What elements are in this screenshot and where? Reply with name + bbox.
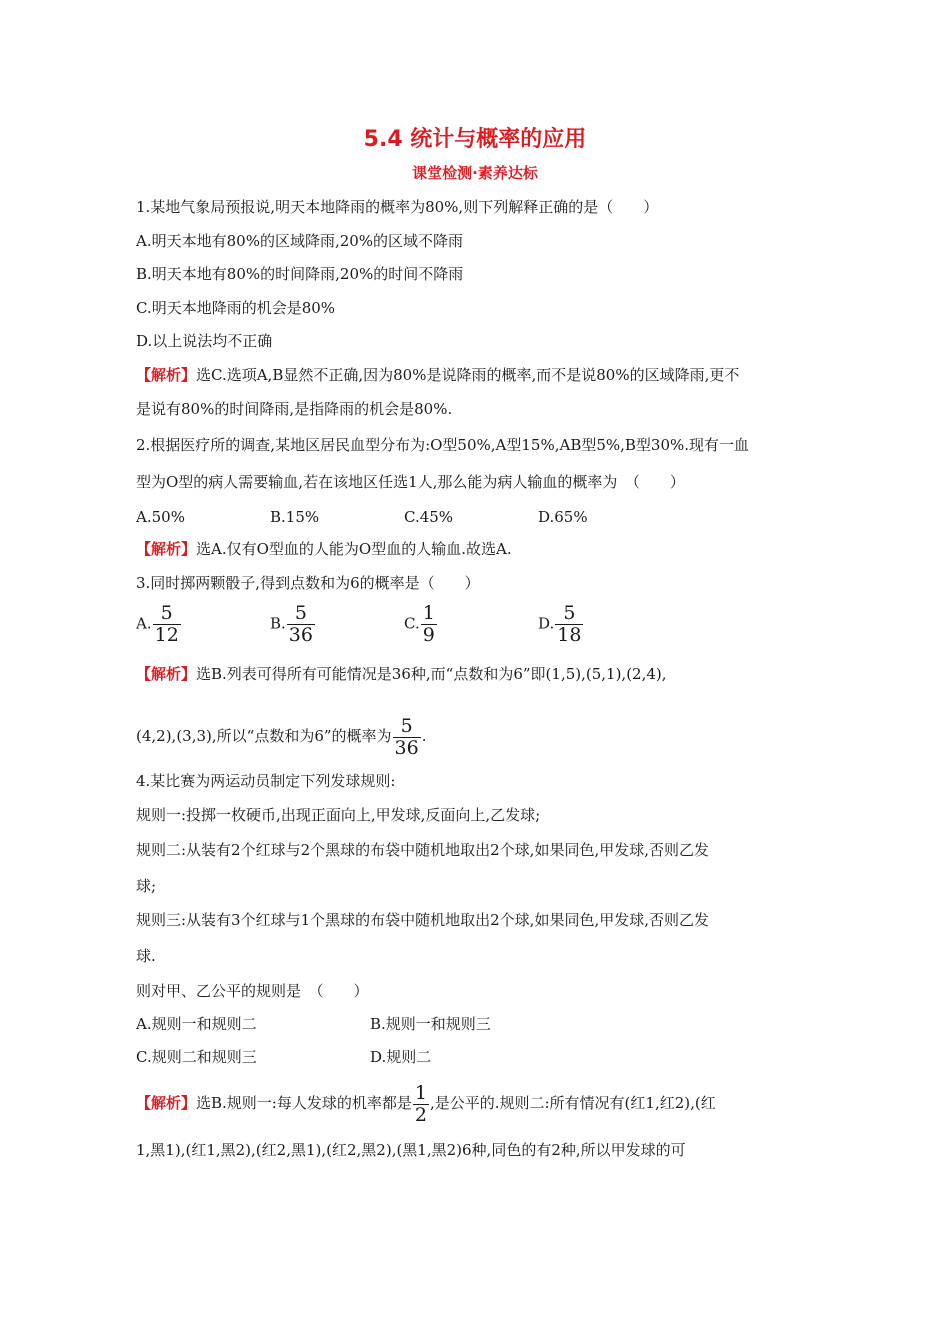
q4-rule2-line2: 球; [136,877,157,895]
q3-option-b [270,603,316,646]
analysis-tag: 【解析】 [136,366,197,384]
q1-stem: 1.某地气象局预报说,明天本地降雨的概率为80%,则下列解释正确的是（ ） [136,198,659,216]
page-title: 5.4 统计与概率的应用 [363,127,587,152]
fraction [421,603,437,646]
q1-analysis-line1 [136,365,739,385]
analysis-tag: 【解析】 [136,540,197,558]
q2-analysis-line [136,539,512,559]
q4-stem: 4.某比赛为两运动员制定下列发球规则: [136,772,396,790]
numerator: 5 [294,602,307,624]
q4-option-d: D.规则二 [370,1048,432,1066]
q4-rule3-line1: 规则三:从装有3个红球与1个黑球的布袋中随机地取出2个球,如果同色,甲发球,否则乙发 [136,911,709,929]
q4-option-a: A.规则一和规则二 [136,1015,257,1033]
q3-analysis-text: (4,2),(3,3),所以“点数和为6”的概率为 [136,727,392,745]
q2-option-d: D.65% [538,508,588,526]
q1-option-c: C.明天本地降雨的机会是80% [136,299,336,317]
q1-analysis-text: 选C.选项A,B显然不正确,因为80%是说降雨的概率,而不是说80%的区域降雨,更不 [196,366,740,384]
q3-option-a [136,603,182,646]
analysis-tag: 【解析】 [136,665,197,683]
q1-option-b: B.明天本地有80%的时间降雨,20%的时间不降雨 [136,265,464,283]
q3-stem: 3.同时掷两颗骰子,得到点数和为6的概率是（ ） [136,574,480,592]
denominator: 12 [154,624,179,646]
fraction [287,603,315,646]
option-label: D. [538,614,555,633]
q3-analysis-text: . [421,727,427,745]
fraction [555,603,583,646]
q1-option-a: A.明天本地有80%的区域降雨,20%的区域不降雨 [136,232,464,250]
q2-analysis-text: 选A.仅有O型血的人能为O型血的人输血.故选A. [196,540,512,558]
fraction [393,716,421,759]
q4-rule2-line1: 规则二:从装有2个红球与2个黑球的布袋中随机地取出2个球,如果同色,甲发球,否则乙发 [136,841,709,859]
option-label: B. [270,614,286,633]
q3-analysis-line2 [136,713,427,759]
q3-option-d [538,603,584,646]
q3-analysis-text: 选B.列表可得所有可能情况是36种,而“点数和为6”即(1,5),(5,1),(2,4), [196,665,667,683]
q4-rule1: 规则一:投掷一枚硬币,出现正面向上,甲发球,反面向上,乙发球; [136,806,541,824]
q2-option-c: C.45% [404,508,454,526]
fraction [413,1083,429,1126]
option-label: A. [136,614,152,633]
option-label: C. [404,614,420,633]
q2-stem-line2: 型为O型的病人需要输血,若在该地区任选1人,那么能为病人输血的概率为 （ ） [136,473,685,491]
numerator: 5 [160,602,173,624]
q4-analysis-text: ,是公平的.规则二:所有情况有(红1,红2),(红 [429,1094,716,1112]
q2-stem-line1: 2.根据医疗所的调查,某地区居民血型分布为:O型50%,A型15%,AB型5%,B型30%.现有一血 [136,436,750,454]
q2-option-a: A.50% [136,508,185,526]
q2-option-b: B.15% [270,508,320,526]
numerator: 1 [414,1081,427,1104]
section-subtitle: 课堂检测·素养达标 [412,164,538,182]
q4-rule3-line2: 球. [136,947,156,965]
numerator: 5 [400,714,413,737]
numerator: 1 [422,602,435,624]
fraction [153,603,181,646]
q4-analysis-line2: 1,黑1),(红1,黑2),(红2,黑1),(红2,黑2),(黑1,黑2)6种,同色的有2种,所以甲发球的可 [136,1141,686,1159]
numerator: 5 [563,602,576,624]
denominator: 2 [414,1103,427,1126]
denominator: 18 [557,624,582,646]
q4-option-b: B.规则一和规则三 [370,1015,491,1033]
q3-analysis-line1 [136,664,667,684]
q1-option-d: D.以上说法均不正确 [136,332,273,350]
denominator: 36 [288,624,313,646]
q4-analysis-text: 选B.规则一:每人发球的机率都是 [196,1094,412,1112]
analysis-tag: 【解析】 [136,1094,197,1112]
denominator: 9 [422,624,435,646]
q4-question: 则对甲、乙公平的规则是 （ ） [136,982,369,1000]
q3-option-c [404,603,438,646]
denominator: 36 [394,736,419,759]
q4-option-c: C.规则二和规则三 [136,1048,257,1066]
q4-analysis-line1 [136,1080,716,1126]
q1-analysis-line2: 是说有80%的时间降雨,是指降雨的机会是80%. [136,400,453,418]
